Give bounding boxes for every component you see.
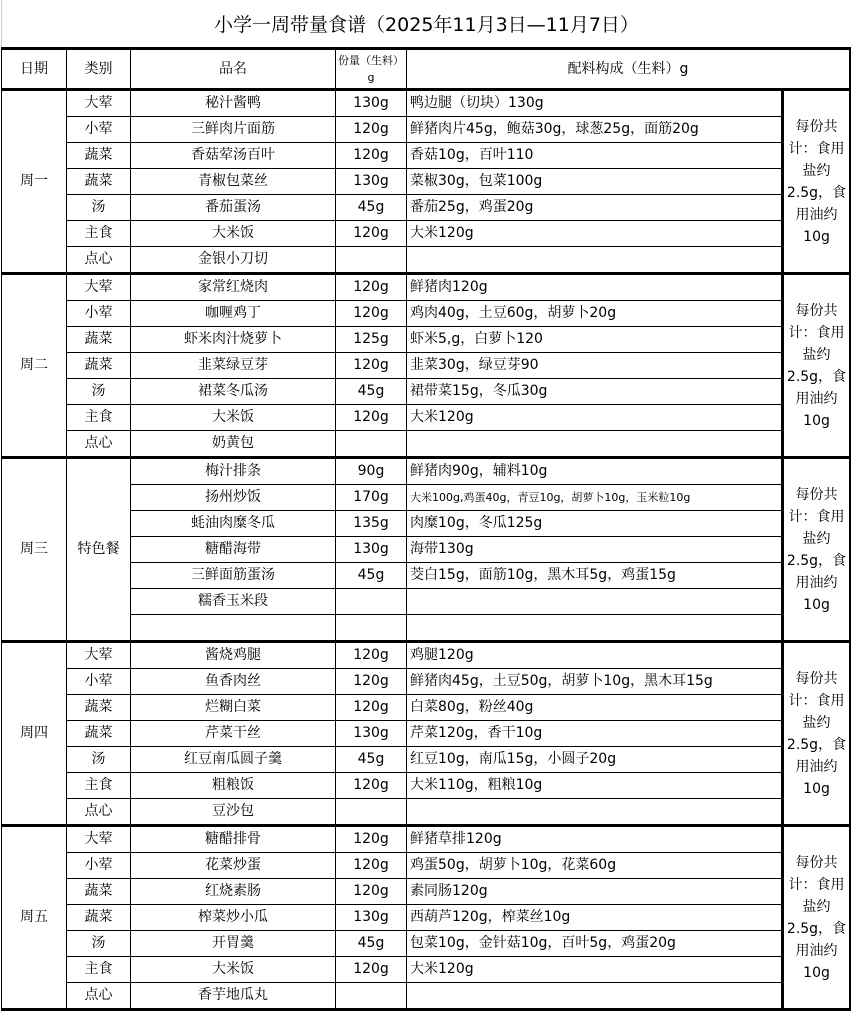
ingredients-cell: 大米110g，粗粮10g: [407, 773, 783, 799]
table-row: [2, 669, 851, 695]
seasoning-note: 每份共计：食用盐约2.5g，食用油约10g: [783, 458, 851, 642]
dish-name-cell: 家常红烧肉: [131, 274, 336, 301]
category-cell: 小荤: [67, 117, 131, 143]
table-row: [2, 826, 851, 853]
portion-cell: [336, 431, 407, 458]
dish-name-cell: 虾米肉汁烧萝卜: [131, 327, 336, 353]
dish-name-cell: 番茄蛋汤: [131, 195, 336, 221]
table-row: [2, 169, 851, 195]
dish-name-cell: 红豆南瓜圆子羹: [131, 747, 336, 773]
ingredients-cell: 鸭边腿（切块）130g: [407, 90, 783, 117]
portion-cell: 120g: [336, 642, 407, 669]
portion-cell: 45g: [336, 195, 407, 221]
category-cell: 大荤: [67, 642, 131, 669]
table-row: [2, 143, 851, 169]
table-row: [2, 327, 851, 353]
menu-body: [2, 90, 851, 1010]
ingredients-cell: 鲜猪肉90g，辅料10g: [407, 458, 783, 485]
category-cell: 特色餐: [67, 458, 131, 642]
ingredients-cell: 鸡腿120g: [407, 642, 783, 669]
table-row: [2, 721, 851, 747]
table-row: [2, 747, 851, 773]
ingredients-cell: 大米120g: [407, 957, 783, 983]
page-title: 小学一周带量食谱（2025年11月3日—11月7日）: [1, 0, 851, 47]
dish-name-cell: 糖醋海带: [131, 537, 336, 563]
table-row: [2, 195, 851, 221]
ingredients-cell: 红豆10g，南瓜15g，小圆子20g: [407, 747, 783, 773]
portion-cell: 130g: [336, 90, 407, 117]
dish-name-cell: 奶黄包: [131, 431, 336, 458]
portion-cell: [336, 799, 407, 826]
table-row: [2, 431, 851, 458]
portion-cell: 120g: [336, 143, 407, 169]
portion-cell: 120g: [336, 274, 407, 301]
portion-cell: 135g: [336, 511, 407, 537]
category-cell: 小荤: [67, 301, 131, 327]
header-portion: 份量（生料）g: [336, 49, 407, 90]
dish-name-cell: 鱼香肉丝: [131, 669, 336, 695]
category-cell: 蔬菜: [67, 695, 131, 721]
dish-name-cell: 开胃羹: [131, 931, 336, 957]
portion-cell: 45g: [336, 379, 407, 405]
ingredients-cell: 大米120g: [407, 221, 783, 247]
portion-cell: 120g: [336, 117, 407, 143]
dish-name-cell: 大米饭: [131, 957, 336, 983]
category-cell: 点心: [67, 799, 131, 826]
category-cell: 主食: [67, 773, 131, 799]
ingredients-cell: [407, 589, 783, 615]
category-cell: 大荤: [67, 90, 131, 117]
dish-name-cell: 金银小刀切: [131, 247, 336, 274]
category-cell: 主食: [67, 957, 131, 983]
ingredients-cell: 肉糜10g，冬瓜125g: [407, 511, 783, 537]
table-row: [2, 274, 851, 301]
table-row: [2, 458, 851, 485]
table-row: [2, 379, 851, 405]
dish-name-cell: 红烧素肠: [131, 879, 336, 905]
ingredients-cell: 大米100g,鸡蛋40g，青豆10g，胡萝卜10g，玉米粒10g: [407, 485, 783, 511]
dish-name-cell: 豆沙包: [131, 799, 336, 826]
category-cell: 主食: [67, 221, 131, 247]
category-cell: 汤: [67, 931, 131, 957]
ingredients-cell: 白菜80g，粉丝40g: [407, 695, 783, 721]
ingredients-cell: 鲜猪肉45g，土豆50g，胡萝卜10g，黑木耳15g: [407, 669, 783, 695]
portion-cell: 45g: [336, 563, 407, 589]
portion-cell: [336, 247, 407, 274]
portion-cell: 130g: [336, 537, 407, 563]
category-cell: 点心: [67, 983, 131, 1010]
day-label: 周二: [2, 274, 67, 458]
ingredients-cell: 芹菜120g，香干10g: [407, 721, 783, 747]
category-cell: 蔬菜: [67, 169, 131, 195]
ingredients-cell: 鲜猪草排120g: [407, 826, 783, 853]
dish-name-cell: 蚝油肉糜冬瓜: [131, 511, 336, 537]
seasoning-note: 每份共计：食用盐约2.5g，食用油约10g: [783, 274, 851, 458]
dish-name-cell: 香芋地瓜丸: [131, 983, 336, 1010]
dish-name-cell: 烂糊白菜: [131, 695, 336, 721]
ingredients-cell: [407, 247, 783, 274]
portion-cell: 120g: [336, 773, 407, 799]
ingredients-cell: 虾米5,g，白萝卜120: [407, 327, 783, 353]
portion-cell: [336, 615, 407, 642]
ingredients-cell: 鸡蛋50g，胡萝卜10g，花菜60g: [407, 853, 783, 879]
portion-cell: 90g: [336, 458, 407, 485]
table-row: [2, 642, 851, 669]
portion-cell: 45g: [336, 931, 407, 957]
dish-name-cell: 青椒包菜丝: [131, 169, 336, 195]
table-row: [2, 695, 851, 721]
table-row: [2, 405, 851, 431]
portion-cell: 130g: [336, 905, 407, 931]
ingredients-cell: [407, 615, 783, 642]
portion-cell: 120g: [336, 957, 407, 983]
portion-cell: [336, 983, 407, 1010]
dish-name-cell: 糯香玉米段: [131, 589, 336, 615]
dish-name-cell: 秘汁酱鸭: [131, 90, 336, 117]
category-cell: 蔬菜: [67, 905, 131, 931]
ingredients-cell: 海带130g: [407, 537, 783, 563]
portion-cell: 120g: [336, 301, 407, 327]
table-row: [2, 247, 851, 274]
category-cell: 汤: [67, 747, 131, 773]
category-cell: 蔬菜: [67, 721, 131, 747]
dish-name-cell: 粗粮饭: [131, 773, 336, 799]
table-row: [2, 879, 851, 905]
portion-cell: 120g: [336, 221, 407, 247]
dish-name-cell: 咖喱鸡丁: [131, 301, 336, 327]
portion-cell: 120g: [336, 405, 407, 431]
ingredients-cell: 素同肠120g: [407, 879, 783, 905]
category-cell: 点心: [67, 247, 131, 274]
dish-name-cell: 花菜炒蛋: [131, 853, 336, 879]
dish-name-cell: 三鲜面筋蛋汤: [131, 563, 336, 589]
portion-cell: 120g: [336, 826, 407, 853]
ingredients-cell: 茭白15g，面筋10g，黑木耳5g，鸡蛋15g: [407, 563, 783, 589]
day-label: 周五: [2, 826, 67, 1010]
table-row: [2, 957, 851, 983]
ingredients-cell: 番茄25g，鸡蛋20g: [407, 195, 783, 221]
dish-name-cell: [131, 615, 336, 642]
category-cell: 小荤: [67, 853, 131, 879]
dish-name-cell: 大米饭: [131, 221, 336, 247]
dish-name-cell: 榨菜炒小瓜: [131, 905, 336, 931]
portion-cell: 120g: [336, 879, 407, 905]
category-cell: 蔬菜: [67, 327, 131, 353]
dish-name-cell: 芹菜干丝: [131, 721, 336, 747]
day-label: 周一: [2, 90, 67, 274]
portion-cell: [336, 589, 407, 615]
ingredients-cell: 鲜猪肉120g: [407, 274, 783, 301]
portion-cell: 125g: [336, 327, 407, 353]
category-cell: 汤: [67, 195, 131, 221]
table-row: [2, 301, 851, 327]
header-dish: 品名: [131, 49, 336, 90]
ingredients-cell: 裙带菜15g，冬瓜30g: [407, 379, 783, 405]
table-row: [2, 90, 851, 117]
header-category: 类别: [67, 49, 131, 90]
category-cell: 蔬菜: [67, 353, 131, 379]
header-ingredients: 配料构成（生料）g: [407, 49, 851, 90]
header-date: 日期: [2, 49, 67, 90]
ingredients-cell: 大米120g: [407, 405, 783, 431]
ingredients-cell: 鸡肉40g，土豆60g，胡萝卜20g: [407, 301, 783, 327]
category-cell: 汤: [67, 379, 131, 405]
portion-cell: 120g: [336, 853, 407, 879]
table-row: [2, 117, 851, 143]
ingredients-cell: [407, 983, 783, 1010]
category-cell: 主食: [67, 405, 131, 431]
dish-name-cell: 香菇荤汤百叶: [131, 143, 336, 169]
seasoning-note: 每份共计：食用盐约2.5g，食用油约10g: [783, 90, 851, 274]
category-cell: 大荤: [67, 274, 131, 301]
category-cell: 蔬菜: [67, 143, 131, 169]
ingredients-cell: 西葫芦120g，榨菜丝10g: [407, 905, 783, 931]
table-row: [2, 353, 851, 379]
category-cell: 大荤: [67, 826, 131, 853]
portion-cell: 120g: [336, 695, 407, 721]
menu-table: [1, 47, 851, 1011]
table-row: [2, 983, 851, 1010]
dish-name-cell: 梅汁排条: [131, 458, 336, 485]
portion-cell: 130g: [336, 169, 407, 195]
dish-name-cell: 三鲜肉片面筋: [131, 117, 336, 143]
table-row: [2, 905, 851, 931]
category-cell: 点心: [67, 431, 131, 458]
dish-name-cell: 糖醋排骨: [131, 826, 336, 853]
table-row: [2, 221, 851, 247]
dish-name-cell: 韭菜绿豆芽: [131, 353, 336, 379]
table-row: [2, 773, 851, 799]
seasoning-note: 每份共计：食用盐约2.5g，食用油约10g: [783, 642, 851, 826]
ingredients-cell: [407, 431, 783, 458]
table-row: [2, 931, 851, 957]
dish-name-cell: 大米饭: [131, 405, 336, 431]
ingredients-cell: 香菇10g，百叶110: [407, 143, 783, 169]
header-row: [2, 49, 851, 90]
ingredients-cell: 韭菜30g，绿豆芽90: [407, 353, 783, 379]
table-row: [2, 799, 851, 826]
portion-cell: 120g: [336, 669, 407, 695]
portion-cell: 45g: [336, 747, 407, 773]
dish-name-cell: 酱烧鸡腿: [131, 642, 336, 669]
dish-name-cell: 扬州炒饭: [131, 485, 336, 511]
day-label: 周三: [2, 458, 67, 642]
day-label: 周四: [2, 642, 67, 826]
category-cell: 蔬菜: [67, 879, 131, 905]
ingredients-cell: 包菜10g，金针菇10g，百叶5g，鸡蛋20g: [407, 931, 783, 957]
table-row: [2, 853, 851, 879]
portion-cell: 130g: [336, 721, 407, 747]
ingredients-cell: [407, 799, 783, 826]
portion-cell: 170g: [336, 485, 407, 511]
dish-name-cell: 裙菜冬瓜汤: [131, 379, 336, 405]
category-cell: 小荤: [67, 669, 131, 695]
seasoning-note: 每份共计：食用盐约2.5g，食用油约10g: [783, 826, 851, 1010]
portion-cell: 120g: [336, 353, 407, 379]
ingredients-cell: 菜椒30g，包菜100g: [407, 169, 783, 195]
ingredients-cell: 鲜猪肉片45g，鲍菇30g，球葱25g，面筋20g: [407, 117, 783, 143]
